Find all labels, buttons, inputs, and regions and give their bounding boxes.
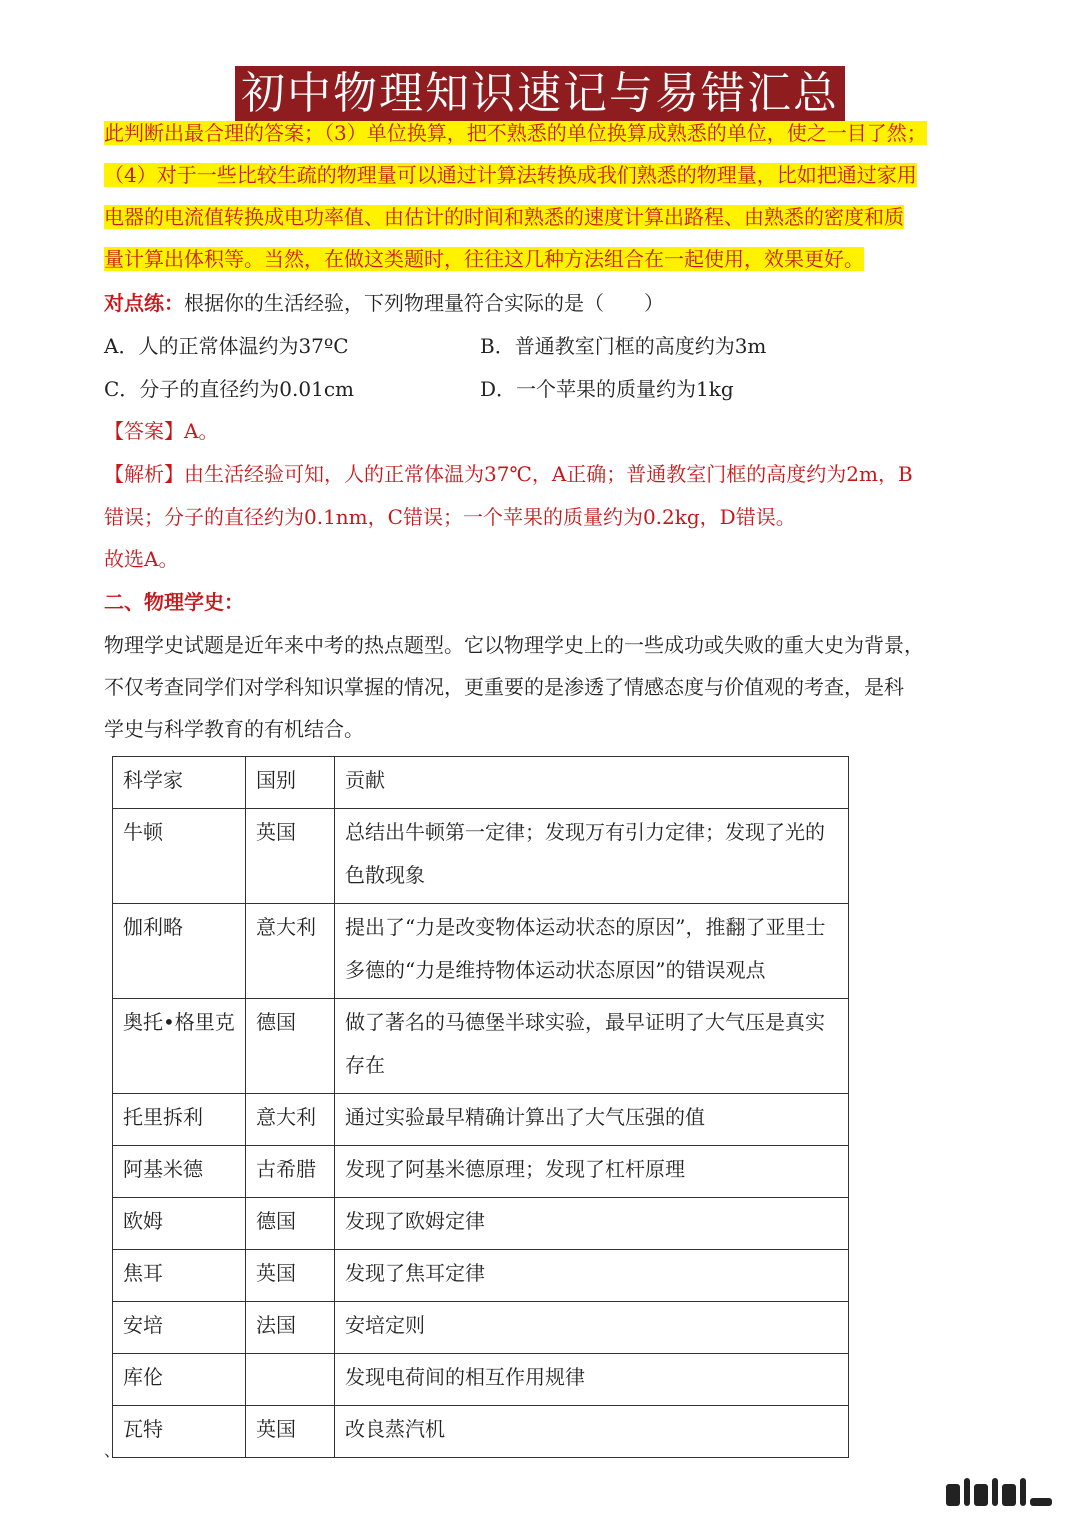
- cell-scientist: 欧姆: [113, 1198, 246, 1250]
- paragraph-line: 物理学史试题是近年来中考的热点题型。它以物理学史上的一些成功或失败的重大史为背景，: [104, 633, 924, 657]
- header-country: 国别: [246, 757, 335, 809]
- cell-country: 德国: [246, 999, 335, 1094]
- cell-country: 英国: [246, 1250, 335, 1302]
- practice-question-text: 根据你的生活经验，下列物理量符合实际的是（ ）: [184, 291, 664, 315]
- table-row: [113, 1406, 849, 1458]
- cell-contribution: 发现了阿基米德原理；发现了杠杆原理: [335, 1146, 849, 1198]
- highlighted-paragraph: [104, 116, 976, 284]
- table-row: [113, 1146, 849, 1198]
- cell-contribution: 提出了“力是改变物体运动状态的原因”，推翻了亚里士多德的“力是维持物体运动状态原因”的错误观点: [335, 904, 849, 999]
- header-scientist: 科学家: [113, 757, 246, 809]
- highlight-line: 此判断出最合理的答案；（3）单位换算，把不熟悉的单位换算成熟悉的单位，使之一目了然；: [104, 121, 927, 145]
- practice-question: [104, 286, 664, 320]
- option-d: D．一个苹果的质量约为1kg: [480, 377, 734, 401]
- title-wrap: [0, 66, 1080, 122]
- cell-country: 英国: [246, 809, 335, 904]
- paragraph-line: 学史与科学教育的有机结合。: [104, 717, 364, 741]
- cell-country: 意大利: [246, 1094, 335, 1146]
- page-title: 初中物理知识速记与易错汇总: [235, 66, 845, 122]
- cell-contribution: 总结出牛顿第一定律；发现万有引力定律；发现了光的色散现象: [335, 809, 849, 904]
- answer-value: A。: [184, 419, 219, 443]
- cell-scientist: 伽利略: [113, 904, 246, 999]
- cell-contribution: 发现了欧姆定律: [335, 1198, 849, 1250]
- highlight-line: （4）对于一些比较生疏的物理量可以通过计算法转换成我们熟悉的物理量，比如把通过家用: [104, 163, 917, 187]
- option-b: B．普通教室门框的高度约为3m: [480, 334, 767, 358]
- cell-country: 英国: [246, 1406, 335, 1458]
- cell-scientist: 牛顿: [113, 809, 246, 904]
- cell-scientist: 库伦: [113, 1354, 246, 1406]
- conclusion: 故选A。: [104, 547, 179, 571]
- header-contribution: 贡献: [335, 757, 849, 809]
- cell-contribution: 发现电荷间的相互作用规律: [335, 1354, 849, 1406]
- cell-scientist: 阿基米德: [113, 1146, 246, 1198]
- cell-scientist: 焦耳: [113, 1250, 246, 1302]
- analysis-line-2: 错误；分子的直径约为0.1nm，C错误；一个苹果的质量约为0.2kg，D错误。: [104, 505, 796, 529]
- paragraph-line: 不仅考查同学们对学科知识掌握的情况，更重要的是渗透了情感态度与价值观的考查，是科: [104, 675, 904, 699]
- table-row: [113, 1250, 849, 1302]
- table-row: [113, 1302, 849, 1354]
- table-row: [113, 1354, 849, 1406]
- section-heading: 二、物理学史：: [104, 590, 244, 614]
- answer-label: 【答案】: [104, 419, 184, 443]
- cell-contribution: 改良蒸汽机: [335, 1406, 849, 1458]
- cell-country: [246, 1354, 335, 1406]
- cell-scientist: 瓦特: [113, 1406, 246, 1458]
- highlight-line: 电器的电流值转换成电功率值、由估计的时间和熟悉的速度计算出路程、由熟悉的密度和质: [104, 205, 904, 229]
- option-a: A．人的正常体温约为37ºC: [104, 334, 349, 358]
- physics-history-table: [112, 756, 849, 1458]
- option-c: C．分子的直径约为0.01cm: [104, 377, 354, 401]
- cell-scientist: 安培: [113, 1302, 246, 1354]
- cell-scientist: 托里拆利: [113, 1094, 246, 1146]
- cell-contribution: 发现了焦耳定律: [335, 1250, 849, 1302]
- analysis-label: 【解析】: [104, 462, 184, 486]
- cell-country: 意大利: [246, 904, 335, 999]
- table-row: [113, 1198, 849, 1250]
- table-row: [113, 904, 849, 999]
- answer-line: [104, 414, 218, 448]
- analysis-line-1: 【解析】由生活经验可知，人的正常体温为37℃，A正确；普通教室门框的高度约为2m，B: [104, 462, 913, 486]
- cell-country: 古希腊: [246, 1146, 335, 1198]
- cell-scientist: 奥托•格里克: [113, 999, 246, 1094]
- cell-contribution: 做了著名的马德堡半球实验，最早证明了大气压是真实存在: [335, 999, 849, 1094]
- cell-country: 法国: [246, 1302, 335, 1354]
- page-indicator-icon: [946, 1478, 1052, 1506]
- footer-mark: 、: [104, 1441, 121, 1460]
- table-row: [113, 809, 849, 904]
- practice-label: 对点练：: [104, 291, 184, 315]
- highlight-line: 量计算出体积等。当然，在做这类题时，往往这几种方法组合在一起使用，效果更好。: [104, 247, 864, 271]
- cell-contribution: 安培定则: [335, 1302, 849, 1354]
- table-header-row: [113, 757, 849, 809]
- table-row: [113, 999, 849, 1094]
- table-row: [113, 1094, 849, 1146]
- cell-country: 德国: [246, 1198, 335, 1250]
- cell-contribution: 通过实验最早精确计算出了大气压强的值: [335, 1094, 849, 1146]
